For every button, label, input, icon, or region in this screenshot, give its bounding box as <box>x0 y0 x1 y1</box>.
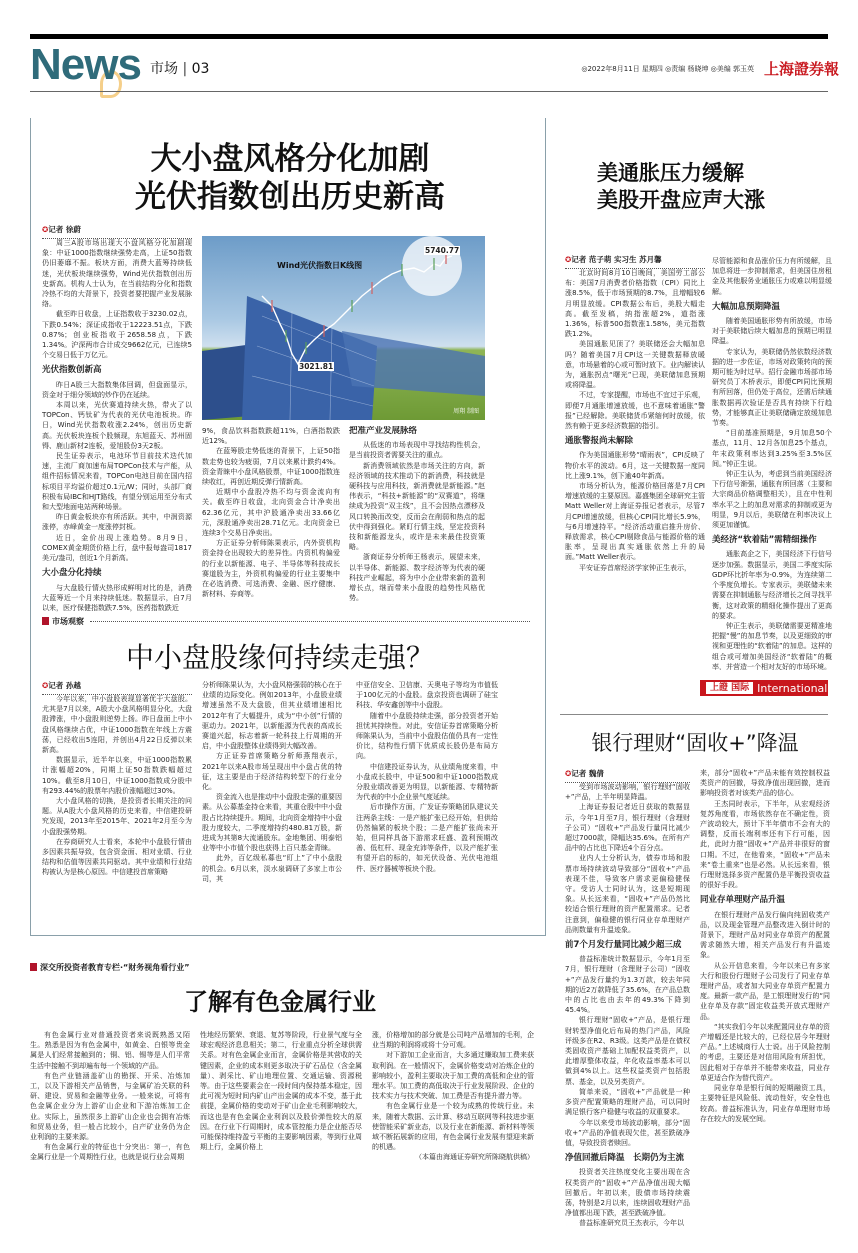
international-banner <box>700 680 828 696</box>
paragraph: 昨日A股三大指数集体回调，但盘面显示，资金对于细分领域的炒作仍在延续。 <box>42 380 192 399</box>
headline-line: 美股开盘应声大涨 <box>597 188 765 212</box>
paragraph: 方正证券首席策略分析师燕翔表示，2021年以来A股市场呈现出中小盘占优的特征，这主要是由于经济结构转型下的行业分化。 <box>202 752 342 792</box>
story5-col1 <box>30 1030 190 1230</box>
tag-marker-icon <box>30 963 37 971</box>
byline-text: 记者 范子萌 实习生 苏月馨 <box>571 255 662 264</box>
byline-text: 记者 孙越 <box>48 681 81 690</box>
paragraph: 民生证券表示，电池环节目前技术迭代加速，主流厂商加速布局TOPCon技术与产能，从组件招标情况来看，TOPCon电池目前在国内招标项目平均溢价超过0.1元/W；同时，头部厂商积极布局IBC和HJT路线，有望分别运用至分布式和大型地面电站两种场景。 <box>42 452 192 512</box>
paragraph: 新消费领域依然是市场关注的方向，新经济领域的技术推动下的新消费，科技就是硬科技与应用科技，新消费就是新能源。”赵伟表示，“科技+新能源”的“双赛道”，将继续成为投资“双主线”，且不会因热点漂移及风口转换而改变，反而会在削弱和热点的起伏中得到强化。紧盯行情主线，坚定投资科技和新能源龙头，或许是未来最佳投资策略。 <box>349 461 485 552</box>
paragraph: 中信建投证券认为，从业绩角度来看，中小盘成长股中，中证500和中证1000指数成分股业绩改善更为明显，以新能源、专精特新为代表的中小企业景气度延续。 <box>356 762 498 802</box>
paragraph: 后市操作方面，广发证券策略团队建议关注两条主线：一是产能扩张已经开始，但供给仍然偏紧的板块个股；二是产能扩张尚未开始，但同样具备下游需求旺盛、盈利预期改善、低杠杆、现金充沛等条件，以及产能扩张有望开启的标的，如光伏设备、光伏电池组件、医疗器械等板块个股。 <box>356 803 498 873</box>
paragraph: 资金流入也是推动中小盘股走强的重要因素。从公募基金持仓来看，其重仓股中中小盘股占比持续提升。期间，北向资金增持中小盘股力度较大，二季度增持约480.81万股，新进成为其第8大流通股东。金地集团、明泰铝业等中小市值个股也获得上百只基金青睐。 <box>202 793 342 853</box>
section-name: 市场 <box>150 61 178 77</box>
paragraph: 本周以来，光伏赛道持续火热，带火了以TOPCon、钙钛矿为代表的光伏电池板块。昨日，Wind光伏指数收涨2.24%，创出历史新高。光伏板块连板个股频现，东旭蓝天、苏州固锝、鹿山新材2连板，爱旭股份3天2板。 <box>42 401 192 450</box>
paragraph: 在银行理财产品发行偏向纯固收类产品，以及现金管理产品整改进入倒计时的背景下，理财产品对同业存单资产的配置需求随然大增，相关产品发行有升温迹象。 <box>700 910 830 960</box>
section-label: 市场 | 03 <box>150 61 210 77</box>
paragraph: 此外，百亿级私募也“盯上”了中小盘股的机会。6月以来，淡水泉调研了多家上市公司，其 <box>202 854 342 883</box>
paragraph: 从低迷的市场表现中寻找结构性机会，是当前投资者需要关注的重点。 <box>349 441 485 460</box>
paper-logo: 上海證券報 <box>764 60 840 78</box>
paragraph: 投资者关注热度变化主要出现在含权类资产的“固收+”产品净值出现大幅回撤后。年初以来，股债市场持续震荡，特别是2月以来，连续固收理财产品净值都出现下跌，甚至跌破净值。 <box>565 1168 690 1218</box>
paragraph: 在蓝筹股走势低迷的背景下，上证50指数走势也较为疲弱，7月以来累计跌约4%。资金青睐中小盘风格股票，中证1000指数连续收红，再创近期反弹行情新高。 <box>202 447 340 487</box>
story3-byline: ✪记者 范子萌 实习生 苏月馨 <box>565 254 705 269</box>
paragraph: “其实我们今年以来配置同业存单的资产增幅还是比较大的，已经位居今年理财产品。”上述城商行人士说。出于风险控制的考虑，主要还是对信用风险有所担忧，因此相对于存单并不能带来收益，同业存单更适合作为替代资产。 <box>700 1022 830 1082</box>
banner-cn: 上證 国际 <box>706 682 753 694</box>
story2-headline: 中小盘股缘何持续走强？ <box>125 641 434 674</box>
paragraph: 北京时间8月10日晚间，美国劳工部公布：美国7月消费者价格指数（CPI）同比上涨8.5%，低于市场预期的8.7%，且增幅较6月明显放缓。CPI数据公布后，美股大幅走高。截至发稿，纳指涨超2%，道指涨1.36%，标普500指数涨1.58%，美元指数跌1.2%。 <box>565 269 705 339</box>
paragraph: 市场分析认为，能源价格回落是7月CPI增速放缓的主要原因。嘉盛集团全球研究主管Matt Weller对上海证券报记者表示，尽管7月CPI增速放缓，但核心CPI同比增长5.9%，与6月增速持平。“经济活动重启推升房价、释放需求，核心CPI剔除食品与能源价格的通胀率，呈现出真实通胀依然上升的局面。”Matt Weller表示。 <box>565 482 705 562</box>
story2-col2 <box>202 680 342 929</box>
story4-col2 <box>700 768 830 1228</box>
header-divider <box>30 91 828 92</box>
paragraph: 昨日黄金板块亦有所活跃。其中，中润资源涨停，赤峰黄金一度涨停封板。 <box>42 513 192 532</box>
dotted-rule <box>90 621 530 622</box>
subheading: 把准产业发展脉络 <box>349 426 418 436</box>
story5-col2 <box>200 1030 362 1230</box>
paragraph: 普益标准统计数据显示，今年1月至7月，银行理财（含理财子公司）“固收+”产品发行量约为1.3万款，较去年同期的近2万款降低了35.6%，在产品总数中的占比也由去年的49.3%下降到45.4%。 <box>565 955 690 1015</box>
headline-line: 光伏指数创出历史新高 <box>135 179 445 215</box>
paragraph: 银行理财“固收+”产品，是银行理财转型净值化后布局的热门产品，风险评级多在R2、R3级。这类产品是在债权类固收资产基础上加配权益类资产，以此增厚整体收益，年化收益率基本可以做到4%以上。这些权益类资产包括股票、基金，以及另类资产。 <box>565 1016 690 1086</box>
solar-panel <box>342 331 485 396</box>
paragraph: 在券商研究人士看来，本轮中小盘股行情由多因素共振导致，包含资金面、相对业绩、行业结构和估值等因素共同驱动。其中业绩和行业结构被认为是核心原因。中信建投首席策略 <box>42 837 192 877</box>
page-number: 03 <box>191 61 210 77</box>
story3-headline <box>575 160 785 214</box>
brand-news: News <box>30 40 141 89</box>
paragraph: 作为美国通胀形势“晴雨表”，CPI反映了物价水平的波动。6月，这一关键数据一度同比上涨9.1%，创下逾40年新高。 <box>565 451 705 480</box>
paragraph: 今年以来，中小盘股表现显著优于大盘股。尤其是7月以来，A股大小盘风格明显分化，大盘股滞涨，中小盘股则逆势上扬。昨日盘面上中小盘风格继续占优，中证1000指数在年线上方震荡，已经收出5连阳，并创出4月22日反弹以来新高。 <box>42 695 192 755</box>
paragraph: 周三A股市场出现大小盘风格分化加剧现象：中证1000指数继续强势走高，上证50指数仍旧萎靡不振。板块方面，消费大蓝筹持续低迷，光伏板块继续强势，Wind光伏指数创出历史新高。机构人士认为，在当前结构分化和指数冷热不均的大背景下，投资者要把握产业发展脉络。 <box>42 239 192 309</box>
story3-col2 <box>712 256 832 670</box>
paragraph: 通胀高企之下，美国经济下行信号逐步加强。数据显示，美国二季度实际GDP环比折年率为-0.9%，为连续第二个季度负增长。专家表示，美联储未来需要在抑制通胀与经济增长之间寻找平衡，这对政策的精细化操作提出了更高的要求。 <box>712 550 832 620</box>
story4-col1 <box>565 782 690 1227</box>
headline-line: 美通胀压力缓解 <box>597 161 744 185</box>
story1-col2 <box>202 426 340 614</box>
paragraph: 方正证券分析师陈果表示，内外资机构资金持仓出现较大的差异性。内资机构偏爱的行业以新能源、电子、半导体等科技成长赛道股为主，外资机构偏爱的行业主要集中在必选消费、可选消费、金融、医疗健康、新材料、券商等。 <box>202 539 340 599</box>
paragraph: 性地经历繁荣、衰退、复苏等阶段，行业景气度与全球宏观经济息息相关；第二，行业重点分析全球供需关系。对有色金属企业而言，金属价格是其营收的关键因素，企业的成本则更多取决于矿石品位（含金属量）、剥采比、矿山地理位置、交通运输、资源税等。由于这些要素会在一段时间内保持基本稳定，因此可视为短时间内矿山产出金属的成本不变，基于此前提，金属价格的变动对于矿山企业毛利影响较大，而这也是有色金属企业利润以及股价弹性较大的原因。在行业下行周期时，成本管控能力是企业能否尽可能保持维持盈亏平衡的主要影响因素，等到行业周期上行，金属价格上 <box>200 1031 362 1152</box>
paragraph: 钟正生认为，考虑到当前美国经济下行信号渐强，通胀有所回落（主要和大宗商品价格调整相关），且在中性利率水平之上的加息对需求的抑制或更为明显，9月以后，美联储在利率决议上须更加谨慎。 <box>712 470 832 530</box>
paragraph: 随着美国通胀形势有所放缓，市场对于美联储后续大幅加息的预期已明显降温。 <box>712 317 832 346</box>
subheading: 净值回撤后降温 长期仍为主流 <box>565 1153 685 1164</box>
solar-index-figure <box>202 236 485 420</box>
story2-col1 <box>42 694 192 929</box>
contributor-credit: （本篇由海通证券研究所陈晓航供稿） <box>415 1153 534 1162</box>
byline-text: 记者 徐蔚 <box>48 225 81 234</box>
paragraph: 美国通胀见顶了？美联储还会大幅加息吗？随着美国7月CPI这一关键数据释放暖意，市场悬着的心或可暂时放下。业内解读认为，通胀拐点“曙光”已现，美联储加息预期或将降温。 <box>565 340 705 390</box>
subheading: 前7个月发行量同比减少超三成 <box>565 940 682 951</box>
paragraph: 近日，金价出现上涨趋势。8月9日，COMEX黄金期货价格上行，盘中报每盎司1817美元/盎司，创近1个月新高。 <box>42 533 192 563</box>
paragraph: 数据显示，近半年以来，中证1000指数累计涨幅超20%，同期上证50指数跌幅超过10%。截至8月10日，中证1000指数成分股中有293.44%的股票年内股价涨幅超过30%。 <box>42 756 192 795</box>
paragraph: 涨，价格增加的部分就是公司吨产品增加的毛利，企业当期的利润将或将十分可观。 <box>372 1031 534 1050</box>
tag-text: 市场观察 <box>52 617 84 626</box>
paragraph: 受到市场波动影响，银行理财“固收+”产品，上半年明显降温。 <box>565 783 690 802</box>
subheading: 大幅加息预期降温 <box>712 301 781 312</box>
paragraph: 有色金属行业是一个较为成熟的传统行业。未来，随着大数据、云计算、移动互联网等科技进步驱使智能采矿新业态，以及行业在新能源、新材料等领域不断拓展新的应用，有色金属行业发展有望迎来新的机遇。 <box>372 1102 534 1152</box>
tag-marker-icon <box>42 617 49 625</box>
story4-byline: ✪记者 魏倩 <box>565 768 690 783</box>
story5-tag <box>30 962 190 973</box>
figure-credit: 周翔 制图 <box>453 408 479 415</box>
paragraph: 9%，食品饮料指数跌超11%，白酒指数跌近12%。 <box>202 427 340 446</box>
paragraph: 浙商证券分析师王杨表示，展望未来，以半导体、新能源、数字经济等为代表的硬科技产业崛起，将为中小企业带来新的盈利增长点，继而带来小盘股的趋势性风格优势。 <box>349 553 485 603</box>
story2-byline: ✪记者 孙越 <box>42 680 192 695</box>
story5-headline: 了解有色金属行业 <box>184 988 376 1016</box>
figure-title: Wind光伏指数日K线图 <box>277 261 363 270</box>
paragraph: “目前基准预期是，9月加息50个基点，11月、12月各加息25个基点，年末政策利率达到3.25%至3.5%区间。”钟正生说。 <box>712 429 832 468</box>
paragraph: 简单来说，“固收+”产品就是一种多资产配置策略的理财产品，可以同时满足银行客户稳健与收益的双重要求。 <box>565 1087 690 1117</box>
subheading: 大小盘分化持续 <box>42 568 102 579</box>
paragraph: 今年以来受市场波动影响，部分“固收+”产品的净值表现欠佳，甚至跌破净值，导致投资者赎回。 <box>565 1118 690 1147</box>
tag-text: 深交所投资者教育专栏·“财务视角看行业” <box>40 963 190 972</box>
subheading: 同业存单理财产品升温 <box>700 895 786 906</box>
subheading: 光伏指数创新高 <box>42 365 102 376</box>
paragraph: 从公开信息来看，今年以来已有多家大行和股份行理财子公司发行了同业存单理财产品，或者加大同业存单资产配置力度。最新一款产品，是工银理财发行的“同业存单及存款”固定收益类开放式理财产品。 <box>700 961 830 1021</box>
story5-col3 <box>372 1030 534 1230</box>
paragraph: 来，部分“固收+”产品未能有效控制权益类资产的回撤，导致净值出现回撤，进而影响投资者对该类产品的信心。 <box>700 769 830 798</box>
story1-col1 <box>42 238 192 614</box>
paragraph: 普益标准研究员王杰表示，今年以 <box>579 1219 684 1227</box>
paragraph: 上海证券报记者近日获取的数据显示，今年1月至7月，银行理财（含理财子公司）“固收+”产品发行量同比减少超过7000款，降幅达35.6%。在所有产品中的占比也下降近4个百分点。 <box>565 803 690 853</box>
story1-byline: ✪记者 徐蔚 <box>42 224 192 239</box>
story4-headline: 银行理财“固收+”降温 <box>591 731 799 755</box>
banner-en: International <box>757 681 828 695</box>
paragraph: 中亚信安全、卫信康、天奥电子等均为市值低于100亿元的小盘股。盘京投资也调研了硅宝科技、华安鑫创等中小盘股。 <box>356 681 498 710</box>
paragraph: 有色金属行业的特征也十分突出：第一，有色金属行业是一个周期性行业，也就是说行业会周期 <box>30 1143 190 1162</box>
paragraph: 随着中小盘股持续走强，部分投资者开始担忧其持续性。对此，安信证券首席策略分析师陈果认为，当前中小盘股估值仍具有一定性价比，结构性行情下优质成长股仍是布局方向。 <box>356 711 498 761</box>
story3-col1 <box>565 268 705 650</box>
paragraph: 尽管能源和食品涨价压力有所缓解，且加息将进一步抑制需求，但美国住房租金及其他服务业通胀压力或难以明显缓解。 <box>712 257 832 296</box>
headline-line: 大小盘风格分化加剧 <box>150 141 430 177</box>
paragraph: 大小盘风格的切换，是投资者长期关注的问题。从A股大小盘风格的历史来看，中信建投研究发现，2013年至2015年、2021年2月至今为小盘股强势期。 <box>42 797 192 836</box>
story1-col3 <box>349 426 485 614</box>
high-label: 5740.77 <box>425 246 460 255</box>
paragraph: 近期中小盘股冷热不均与资金流向有关。截至昨日收盘，北向资金合计净卖出62.36亿元，其中沪股通净卖出33.66亿元，深股通净卖出28.71亿元。北向资金已连续3个交易日净卖出。 <box>202 488 340 538</box>
paragraph: 不过，专家提醒，市场也不宜过于乐观，即便7月通胀增速放缓，也不意味着通胀“警报”已经解除。美联储货币紧缩何时放缓，依然有赖于更多经济数据的指引。 <box>565 391 705 431</box>
low-label: 3021.81 <box>299 362 334 371</box>
paragraph: 专家认为，美联储仍然依数经济数据的进一步佐证，市场对政策转向的预期可能为时过早。招行金融市场部市场研究员丁木桥表示，即便CPI同比预期有所回落，但仍处于高位，还需后续通胀数据再次验证是否具有持续下行趋势，才能够真正让美联储确定放缓加息节奏。 <box>712 347 832 428</box>
paragraph: 分析师陈果认为，大小盘风格强弱的核心在于业绩的边际变化。例如2013年，小盘股业绩增速虽然不及大盘股，但其业绩增速相比2012年有了大幅提升，成为“中小创”行情的驱动力。2021年，以新能源为代表的高成长赛道兴起，标志着新一轮科技上行周期的开启，中小盘股整体业绩得到大幅改善。 <box>202 681 342 751</box>
right-divider <box>560 714 828 715</box>
story2-col3 <box>356 680 498 929</box>
paragraph: 对下游加工企业而言，大多通过赚取加工费来获取利润。在一般情况下，金属价格变动对冶炼企业的影响较小，盈利主要取决于加工费的高低和企业的管理水平。加工费的高低取决于行业发展阶段、企业的技术实力与技术突破、加工费是否有提升潜力等。 <box>372 1051 534 1101</box>
paragraph: 王杰同时表示，下半年，从宏观经济复苏角度看，市场依然存在不确定性，资产波动较大，预计下半年债市不会有大的调整，反而长端利率还有下行可能，因此，此时力推“固收+”产品并非很好的窗口期。不过，在他看来，“固收+”产品未来“卷土重来”也是必然。从长远来看，银行理财选择多资产配置仍是平衡投资收益的很好手段。 <box>700 799 830 890</box>
byline-text: 记者 魏倩 <box>571 769 604 778</box>
paragraph: 有色产业链涵盖矿山的勘探、开采、冶炼加工，以及下游相关产品销售，与金属矿冶关联的科研、建设、贸易和金融等业务。一般来说，可将有色金属企业分为上游矿山企业和下游冶炼加工企业。实际上，虽然很多上游矿山企业也会拥有冶炼和贸易业务，但一般占比较小，自产矿业务仍为企业利润的主要来源。 <box>30 1071 190 1142</box>
paragraph: 有色金属行业对普通投资者来说既熟悉又陌生。熟悉是因为有色金属中，如黄金、白银等贵金属是人们经常接触到的；铜、铝、锡等是人们平常生活中接触不到却遍布每一个领域的产品。 <box>30 1031 190 1070</box>
subheading: 美经济“软着陆”需精细操作 <box>712 535 817 546</box>
story2-tag <box>42 616 84 627</box>
paragraph: 平安证券首席经济学家钟正生表示， <box>579 563 691 572</box>
paragraph: 业内人士分析认为，债券市场和股票市场持续波动导致部分“固收+”产品表现不佳，导致客户需求更偏稳健保守。受访人士同时认为，这是短期现象。从长远来看，“固收+”产品仍然比较适合银行理财的资产配置需求。记者注意到，偏稳健的银行同业存单理财产品则数量有升温迹象。 <box>565 854 690 934</box>
dateline: ◎2022年8月11日 星期四 ◎责编 杨晓坤 ◎美编 郭玉英 <box>581 65 754 73</box>
story1-headline <box>60 140 520 216</box>
header-rule <box>30 34 828 39</box>
paragraph: 截至昨日收盘，上证指数收于3230.02点，下跌0.54%；深证成指收于12223.51点，下跌0.87%；创业板指收于2658.58点，下跌1.34%。沪深两市合计成交9662亿元，已连续5个交易日低于万亿元。 <box>42 310 192 360</box>
paragraph: 与大盘股行情火热形成鲜明对比的是，消费大蓝筹近一个月来持续低迷。数据显示，自7月以来，医疗保健指数跌7.5%，医药指数跌近 <box>42 583 192 612</box>
paragraph: 同业存单是银行间的短期融资工具，主要特征是风险低、流动性好，安全性也较高。普益标准认为，同业存单理财市场存在较大的发展空间。 <box>700 1084 830 1123</box>
subheading: 通胀警报尚未解除 <box>565 436 634 447</box>
paragraph: 钟正生表示，美联储需要更精准地把握“慢”的加息节奏，以及更细致的审视和更理性的“软着陆”的加息。这样的组合或可增加美国经济“软着陆”的概率，并营造一个相对友好的市场环境。 <box>712 621 832 670</box>
